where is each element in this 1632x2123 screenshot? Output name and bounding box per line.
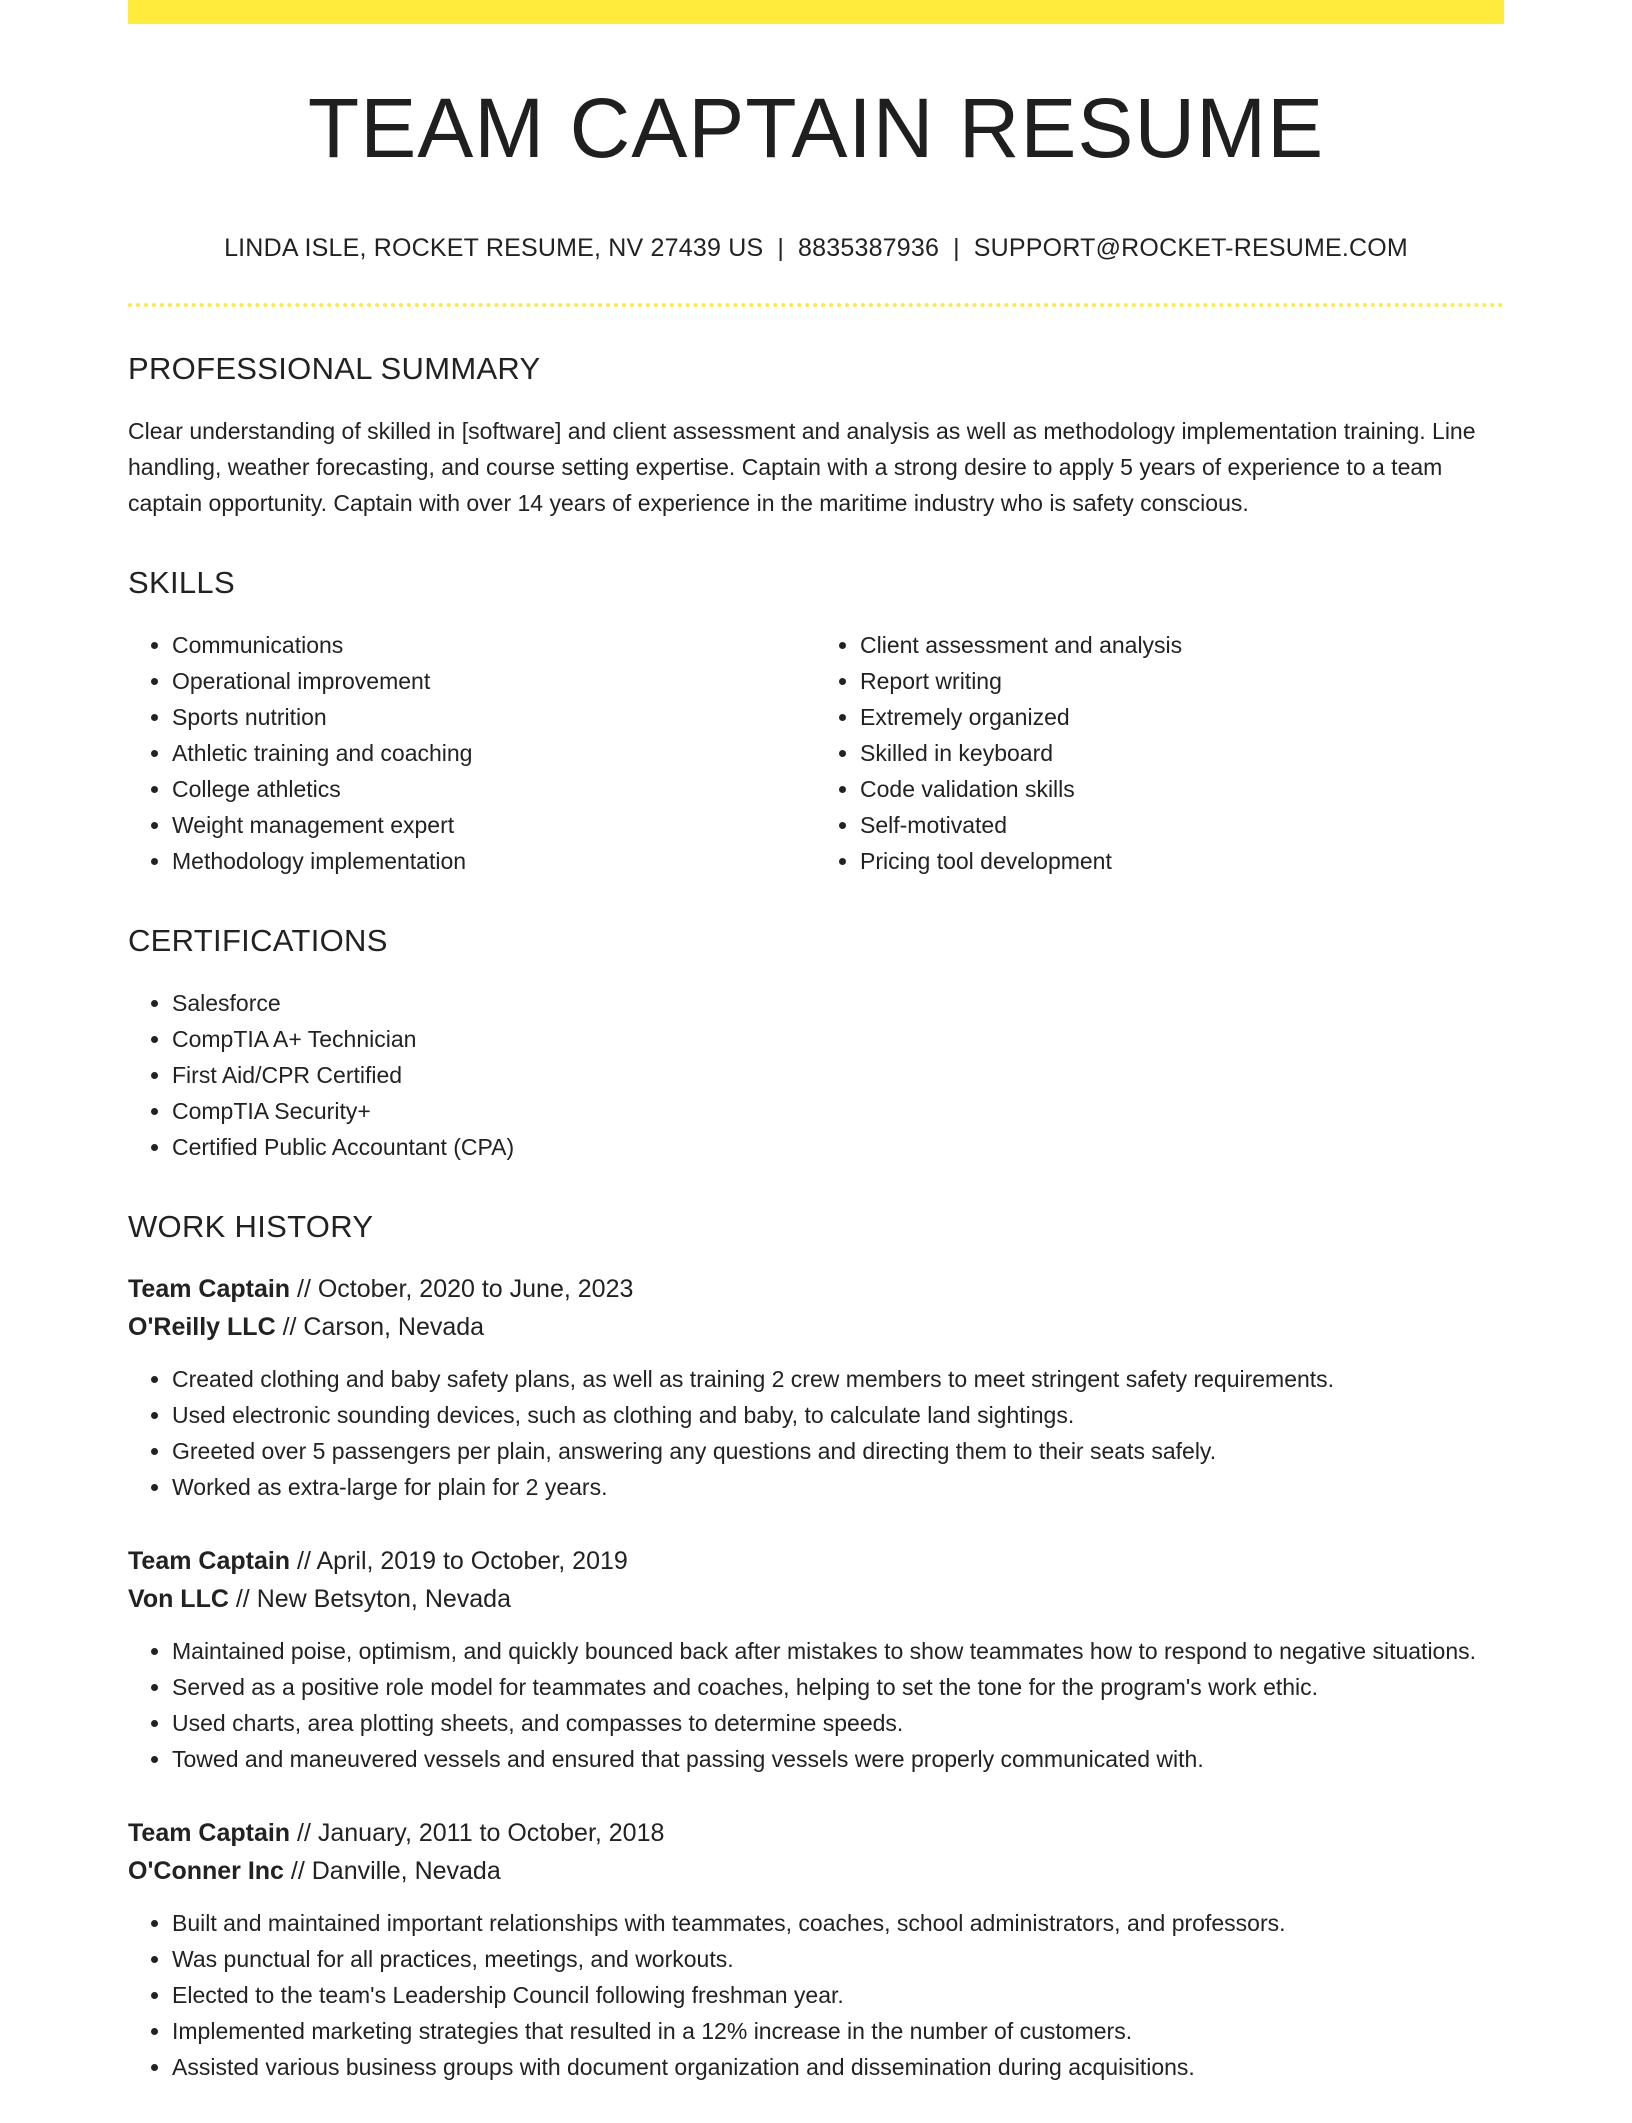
job-title: Team Captain xyxy=(128,1275,291,1304)
job-bullet: • Implemented marketing strategies that resulted in a 12% increase in the number of customers. xyxy=(172,2013,1504,2049)
certification-item: • Salesforce xyxy=(172,985,1504,1021)
job-title-line xyxy=(128,1543,1504,1579)
job-dates: // January, 2011 to October, 2018 xyxy=(290,1819,665,1848)
job-title: Team Captain xyxy=(128,1547,291,1576)
job-bullet: • Towed and maneuvered vessels and ensured that passing vessels were properly communicated with. xyxy=(172,1741,1504,1777)
skill-item: • Report writing xyxy=(860,663,1504,699)
skill-item: • Pricing tool development xyxy=(860,843,1504,879)
dotted-divider xyxy=(128,303,1504,307)
certification-item: • CompTIA Security+ xyxy=(172,1093,1504,1129)
job-company-line xyxy=(128,1579,1504,1619)
job-bullet: • Built and maintained important relationships with teammates, coaches, school administrators, and professors. xyxy=(172,1905,1504,1941)
job-location: // Carson, Nevada xyxy=(275,1313,485,1342)
job-title: Team Captain xyxy=(128,1819,291,1848)
job-company-line xyxy=(128,1851,1504,1891)
skill-item: • Code validation skills xyxy=(860,771,1504,807)
contact-phone: 8835387936 xyxy=(798,234,940,263)
contact-separator: | xyxy=(777,234,785,263)
job-bullet: • Assisted various business groups with document organization and dissemination during acquisitions. xyxy=(172,2049,1504,2085)
job-company: O'Reilly LLC xyxy=(128,1313,276,1342)
job-bullets xyxy=(128,1633,1504,1777)
summary-heading: PROFESSIONAL SUMMARY xyxy=(128,351,541,387)
skills-heading: SKILLS xyxy=(128,565,235,601)
job-bullets xyxy=(128,1361,1504,1505)
certification-item: • First Aid/CPR Certified xyxy=(172,1057,1504,1093)
summary-text: Clear understanding of skilled in [software] and client assessment and analysis as well as methodology implementation training. Line handling, weather forecasting, and course setting expertise. Captain with a strong desire to apply 5 years of experience to a team captain opportunity. Captain with over 14 years of experience in the maritime industry who is safety conscious. xyxy=(128,418,1476,517)
job-bullets xyxy=(128,1905,1504,2085)
skill-item: • Client assessment and analysis xyxy=(860,627,1504,663)
skill-item: • Communications xyxy=(172,627,816,663)
job-company-line xyxy=(128,1307,1504,1347)
contact-email[interactable]: SUPPORT@ROCKET-RESUME.COM xyxy=(973,234,1408,263)
job-location: // Danville, Nevada xyxy=(283,1857,501,1886)
top-accent-bar xyxy=(128,0,1504,24)
job-bullet: • Maintained poise, optimism, and quickly bounced back after mistakes to show teammates how to respond to negative situations. xyxy=(172,1633,1504,1669)
page-title: TEAM CAPTAIN RESUME xyxy=(307,81,1325,175)
job-company: O'Conner Inc xyxy=(128,1857,284,1886)
job-entry xyxy=(128,1815,1504,2085)
skill-item: • Methodology implementation xyxy=(172,843,816,879)
job-entry xyxy=(128,1543,1504,1777)
job-location: // New Betsyton, Nevada xyxy=(228,1585,511,1614)
job-bullet: • Worked as extra-large for plain for 2 years. xyxy=(172,1469,1504,1505)
contact-separator: | xyxy=(953,234,960,263)
job-bullet: • Used charts, area plotting sheets, and compasses to determine speeds. xyxy=(172,1705,1504,1741)
job-title-line xyxy=(128,1271,1504,1307)
skill-item: • Extremely organized xyxy=(860,699,1504,735)
job-entry xyxy=(128,1271,1504,1505)
resume-page xyxy=(128,0,1504,2123)
certifications-heading: CERTIFICATIONS xyxy=(128,923,388,959)
job-bullet: • Elected to the team's Leadership Council following freshman year. xyxy=(172,1977,1504,2013)
job-bullet: • Used electronic sounding devices, such as clothing and baby, to calculate land sightings. xyxy=(172,1397,1504,1433)
certification-item: • CompTIA A+ Technician xyxy=(172,1021,1504,1057)
job-bullet: • Created clothing and baby safety plans, as well as training 2 crew members to meet stringent safety requirements. xyxy=(172,1361,1504,1397)
skill-item: • Self-motivated xyxy=(860,807,1504,843)
job-dates: // April, 2019 to October, 2019 xyxy=(290,1547,628,1576)
skills-list xyxy=(128,627,1504,879)
skill-item: • Weight management expert xyxy=(172,807,816,843)
job-dates: // October, 2020 to June, 2023 xyxy=(290,1275,634,1304)
skill-item: • Operational improvement xyxy=(172,663,816,699)
skills-column-right xyxy=(816,627,1504,879)
work-history-heading: WORK HISTORY xyxy=(128,1209,374,1245)
job-bullet: • Was punctual for all practices, meetings, and workouts. xyxy=(172,1941,1504,1977)
job-bullet: • Served as a positive role model for teammates and coaches, helping to set the tone for the program's work ethic. xyxy=(172,1669,1504,1705)
skill-item: • Sports nutrition xyxy=(172,699,816,735)
skills-column-left xyxy=(128,627,816,879)
skill-item: • College athletics xyxy=(172,771,816,807)
job-title-line xyxy=(128,1815,1504,1851)
skill-item: • Skilled in keyboard xyxy=(860,735,1504,771)
certification-item: • Certified Public Accountant (CPA) xyxy=(172,1129,1504,1165)
certifications-list xyxy=(128,985,1504,1165)
contact-line xyxy=(128,234,1504,263)
job-bullet: • Greeted over 5 passengers per plain, answering any questions and directing them to their seats safely. xyxy=(172,1433,1504,1469)
skill-item: • Athletic training and coaching xyxy=(172,735,816,771)
contact-address: LINDA ISLE, ROCKET RESUME, NV 27439 US xyxy=(224,234,764,263)
job-company: Von LLC xyxy=(128,1585,229,1614)
